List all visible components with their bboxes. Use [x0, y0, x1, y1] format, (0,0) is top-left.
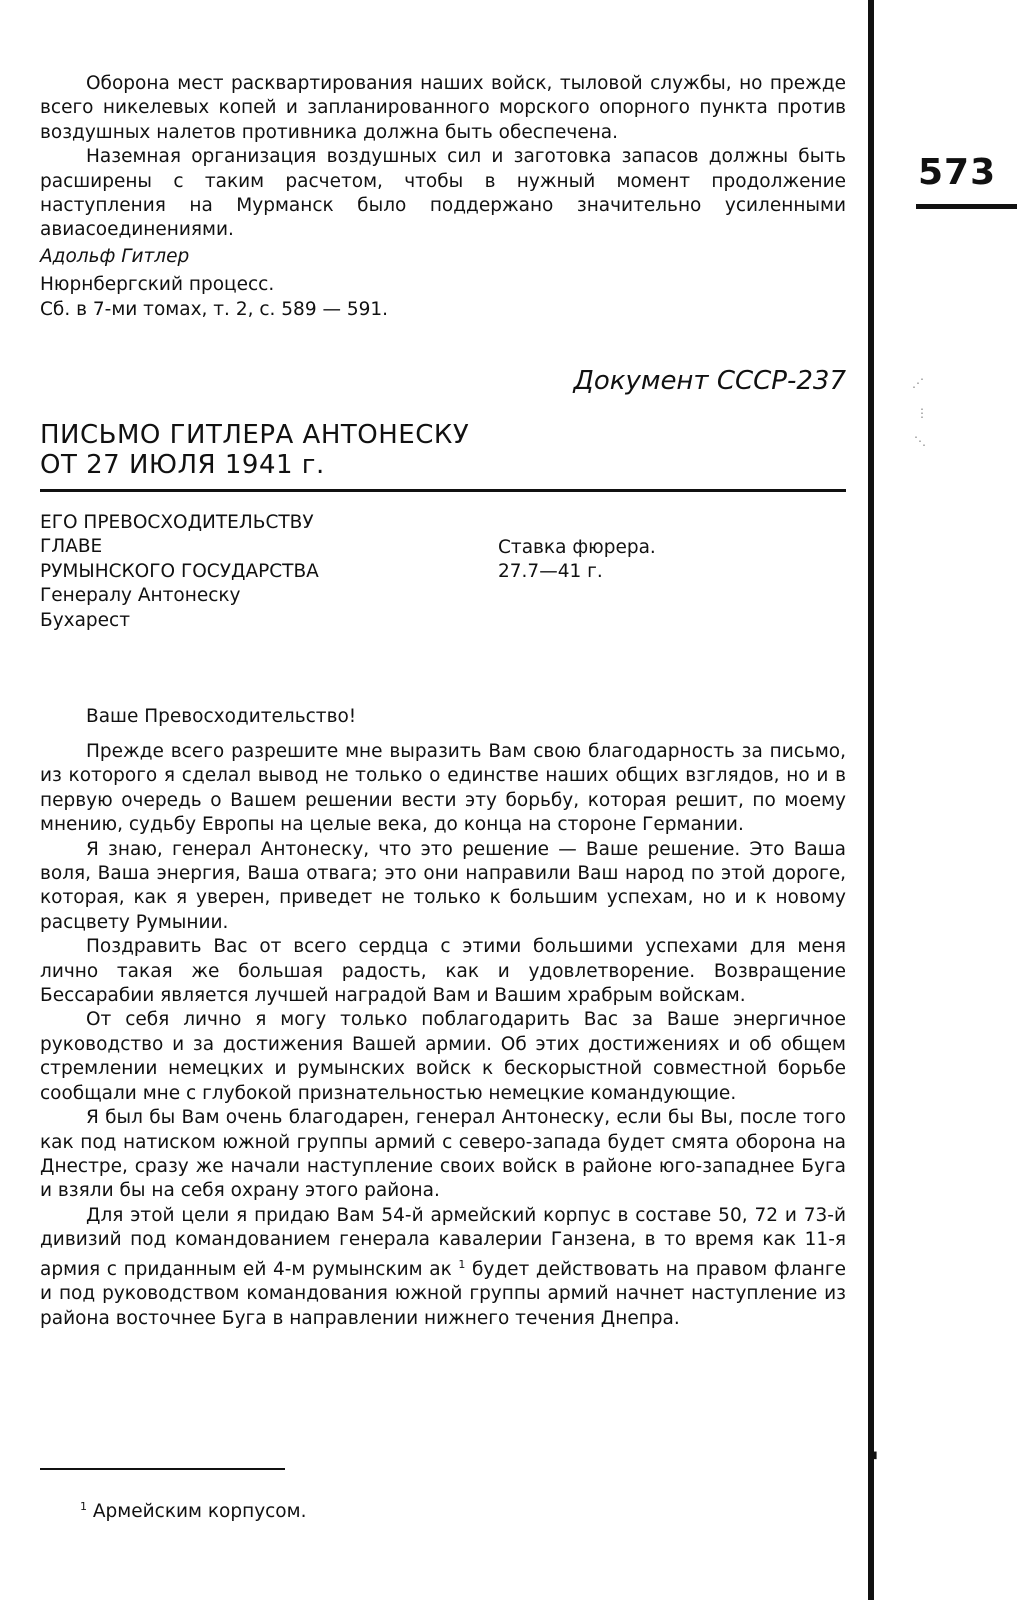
- letter-title-line-1: ПИСЬМО ГИТЛЕРА АНТОНЕСКУ: [40, 420, 470, 450]
- addressee-line-3: РУМЫНСКОГО ГОСУДАРСТВА: [40, 560, 319, 582]
- letter-title: [40, 420, 469, 480]
- body-paragraph-3: Поздравить Вас от всего сердца с этими большими успехами для меня лично такая же большая радость, как и удовлетворение. Возвращение Бессарабии является лучшей наградой Вам и Вашим храбрым войскам.: [40, 936, 846, 1007]
- body-paragraph-4: От себя лично я могу только поблагодарить Вас за Ваше энергичное руководство и за достижения Вашей армии. Об этих достижениях и об общем стремлении немецких и румынских войск к бескорыстной совместной борьбе сообщали мне с глубокой признательностью немецкие командующие.: [40, 1009, 846, 1104]
- addressee-line-4: Генералу Антонеску: [40, 585, 241, 607]
- footnote-reference: 1: [458, 1257, 466, 1271]
- place-date: [498, 536, 656, 585]
- scan-speck-4: ▮: [872, 1450, 878, 1461]
- scan-speck-2: ⋮: [916, 406, 928, 420]
- date: 27.7—41 г.: [498, 561, 603, 583]
- signature: Адольф Гитлер: [40, 245, 190, 267]
- title-rule: [40, 489, 846, 492]
- letter-body: [40, 740, 846, 1331]
- body-paragraph-2: Я знаю, генерал Антонеску, что это решение — Ваше решение. Это Ваша воля, Ваша энергия, Ваша отвага; это они направили Ваш народ по этой дороге, которая, как я уверен, приведет не только к большим успехам, но и к новому расцвету Румынии.: [40, 838, 846, 933]
- addressee-line-5: Бухарест: [40, 609, 130, 631]
- top-paragraph-1: Оборона мест расквартирования наших войск, тыловой службы, но прежде всего никелевых копей и запланированного морского опорного пункта против воздушных налетов противника должна быть обеспечена.: [40, 73, 846, 143]
- body-paragraph-6-part-2: будет действовать на правом фланге и под руководством командования южной группы армий начнет наступление из района восточнее Буга в направлении нижнего течения Днепра.: [40, 1258, 846, 1329]
- top-paragraph-2: Наземная организация воздушных сил и заготовка запасов должны быть расширены с таким расчетом, чтобы в нужный момент продолжение наступления на Мурманск было поддержано значительно усиленными авиасоединениями.: [40, 146, 846, 241]
- footnote: [80, 1500, 306, 1522]
- page-number-rule: [916, 204, 1017, 209]
- addressee: [40, 511, 319, 633]
- top-block: [40, 72, 846, 322]
- place: Ставка фюрера.: [498, 537, 656, 558]
- body-paragraph-5: Я был бы Вам очень благодарен, генерал Антонеску, если бы Вы, после того как под натиском южной группы армий с северо-запада будет смята оборона на Днестре, сразу же начали наступление своих войск в районе юго-западнее Буга и взяли бы на себя охрану этого района.: [40, 1107, 846, 1202]
- addressee-line-2: ГЛАВЕ: [40, 536, 103, 558]
- body-paragraph-6-part-1: Для этой цели я придаю Вам 54-й армейский корпус в составе 50, 72 и 73-й дивизий под командованием генерала кавалерии Ганзена, в то время как 11-я армия с приданным ей 4-м румынским ак: [40, 1204, 846, 1280]
- addressee-line-1: ЕГО ПРЕВОСХОДИТЕЛЬСТВУ: [40, 512, 314, 533]
- footnote-text: Армейским корпусом.: [92, 1501, 307, 1523]
- source-line-2: Сб. в 7-ми томах, т. 2, с. 589 — 591.: [40, 298, 389, 320]
- salutation: Ваше Превосходительство!: [86, 706, 357, 727]
- scan-speck-3: ⋱: [914, 434, 926, 448]
- page-edge-rule: [868, 0, 874, 1600]
- page-number: 573: [918, 152, 997, 193]
- scan-speck-1: ⋰: [912, 376, 924, 390]
- source-line-1: Нюрнбергский процесс.: [40, 274, 275, 296]
- document-label: Документ СССР-237: [573, 366, 846, 396]
- body-paragraph-1: Прежде всего разрешите мне выразить Вам свою благодарность за письмо, из которого я сделал вывод не только о единстве наших общих взглядов, но и в первую очередь о Вашем решении вести эту борьбу, которая решит, по моему мнению, судьбу Европы на целые века, до конца на стороне Германии.: [40, 741, 846, 836]
- letter-title-line-2: ОТ 27 ИЮЛЯ 1941 г.: [40, 450, 325, 480]
- footnote-mark: 1: [80, 1500, 87, 1513]
- body-paragraph-6: [40, 1204, 846, 1331]
- footnote-rule: [40, 1468, 285, 1470]
